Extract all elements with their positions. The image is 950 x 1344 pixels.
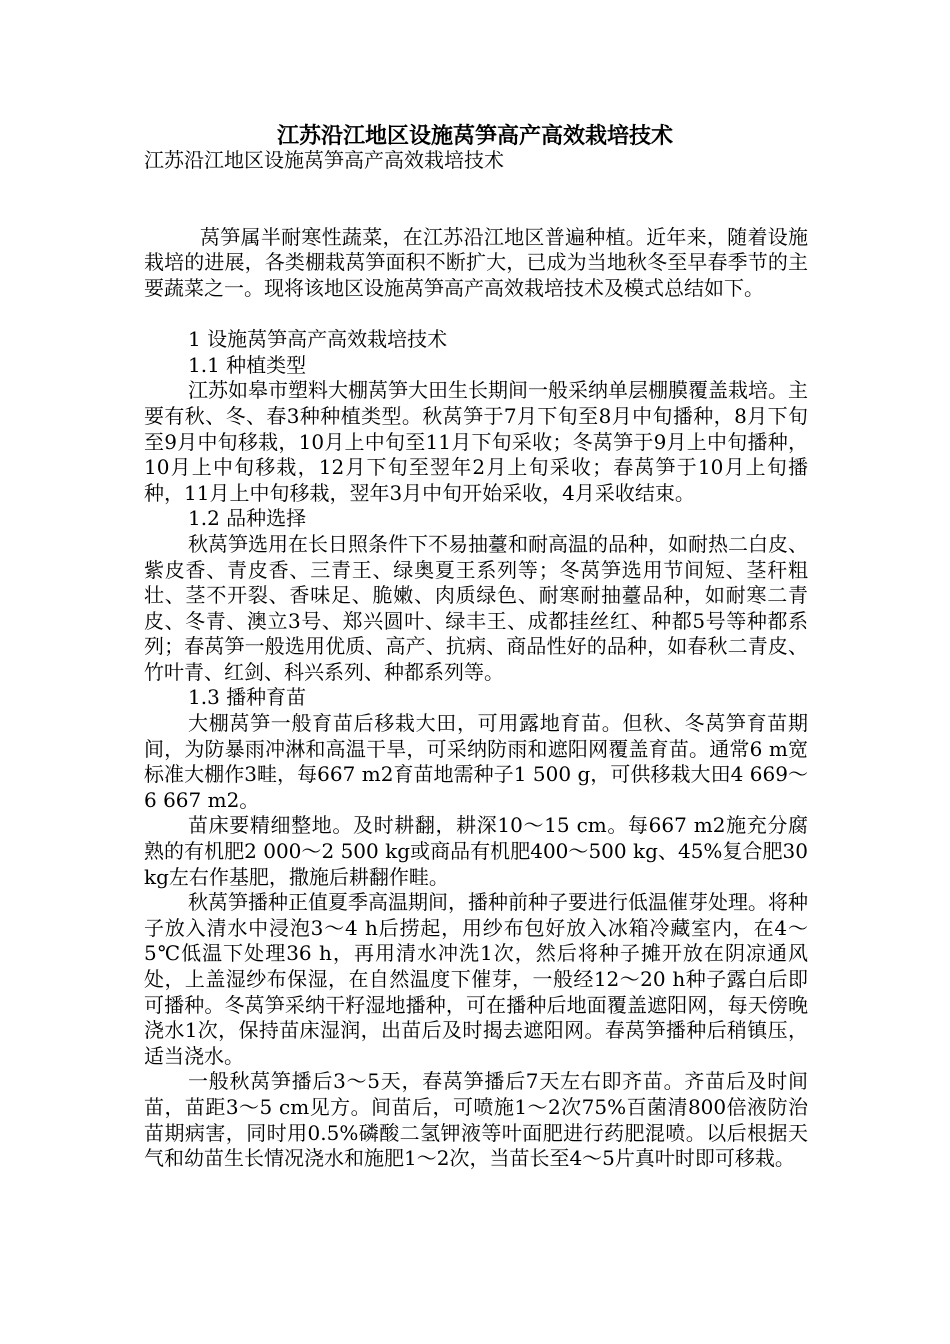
document-body — [144, 148, 808, 1172]
paragraph-variety-selection: 秋莴笋选用在长日照条件下不易抽薹和耐高温的品种，如耐热二白皮、紫皮香、青皮香、三青王、绿奥夏王系列等；冬莴笋选用节间短、茎秆粗壮、茎不开裂、香味足、脆嫩、肉质绿色、耐寒耐抽薹品种，如耐寒二青皮、冬青、澳立3号、郑兴圆叶、绿丰王、成都挂丝红、种都5号等种都系列；春莴笋一般选用优质、高产、抗病、商品性好的品种，如春秋二青皮、竹叶青、红剑、科兴系列、种都系列等。 — [144, 531, 808, 684]
section-heading-1-2: 1.2 品种选择 — [188, 506, 307, 531]
document-subtitle: 江苏沿江地区设施莴笋高产高效栽培技术 — [144, 148, 504, 172]
paragraph-planting-types: 江苏如皋市塑料大棚莴笋大田生长期间一般采纳单层棚膜覆盖栽培。主要有秋、冬、春3种种植类型。秋莴笋于7月下旬至8月中旬播种，8月下旬至9月中旬移栽，10月上中旬至11月下旬采收；冬莴笋于9月上中旬播种，10月上中旬移栽，12月下旬至翌年2月上旬采收；春莴笋于10月上旬播种，11月上中旬移栽，翌年3月中旬开始采收，4月采收结束。 — [144, 378, 808, 505]
intro-paragraph: 莴笋属半耐寒性蔬菜，在江苏沿江地区普遍种植。近年来，随着设施栽培的进展，各类棚栽莴笋面积不断扩大，已成为当地秋冬至早春季节的主要蔬菜之一。现将该地区设施莴笋高产高效栽培技术及模式总结如下。 — [144, 224, 808, 300]
paragraph-seedbed-preparation: 苗床要精细整地。及时耕翻，耕深10～15 cm。每667 m2施充分腐熟的有机肥2 000～2 500 kg或商品有机肥400～500 kg、45%复合肥30 kg左右作基肥，撒施后耕翻作畦。 — [144, 813, 808, 889]
paragraph-seedling-management: 一般秋莴笋播后3～5天，春莴笋播后7天左右即齐苗。齐苗后及时间苗，苗距3～5 cm见方。间苗后，可喷施1～2次75%百菌清800倍液防治苗期病害，同时用0.5%磷酸二氢钾液等叶面肥进行药肥混喷。以后根据天气和幼苗生长情况浇水和施肥1～2次，当苗长至4～5片真叶时即可移栽。 — [144, 1069, 808, 1171]
paragraph-seedling-raising: 大棚莴笋一般育苗后移栽大田，可用露地育苗。但秋、冬莴笋育苗期间，为防暴雨冲淋和高温干旱，可采纳防雨和遮阳网覆盖育苗。通常6 m宽标准大棚作3畦，每667 m2育苗地需种子1 500 g，可供移栽大田4 669～6 667 m2。 — [144, 711, 808, 812]
paragraph-seed-treatment: 秋莴笋播种正值夏季高温期间，播种前种子要进行低温催芽处理。将种子放入清水中浸泡3～4 h后捞起，用纱布包好放入冰箱冷藏室内，在4～5℃低温下处理36 h，再用清水冲洗1次，然后将种子摊开放在阴凉通风处，上盖湿纱布保湿，在自然温度下催芽，一般经12～20 h种子露白后即可播种。冬莴笋采纳干籽湿地播种，可在播种后地面覆盖遮阳网，每天傍晚浇水1次，保持苗床湿润，出苗后及时揭去遮阳网。春莴笋播种后稍镇压，适当浇水。 — [144, 890, 808, 1068]
section-heading-1: 1 设施莴笋高产高效栽培技术 — [188, 327, 448, 352]
document-title: 江苏沿江地区设施莴笋高产高效栽培技术 — [276, 124, 673, 149]
section-heading-1-1: 1.1 种植类型 — [188, 352, 307, 377]
section-heading-1-3: 1.3 播种育苗 — [188, 685, 307, 710]
blank-line — [144, 174, 808, 200]
blank-line — [144, 302, 808, 328]
